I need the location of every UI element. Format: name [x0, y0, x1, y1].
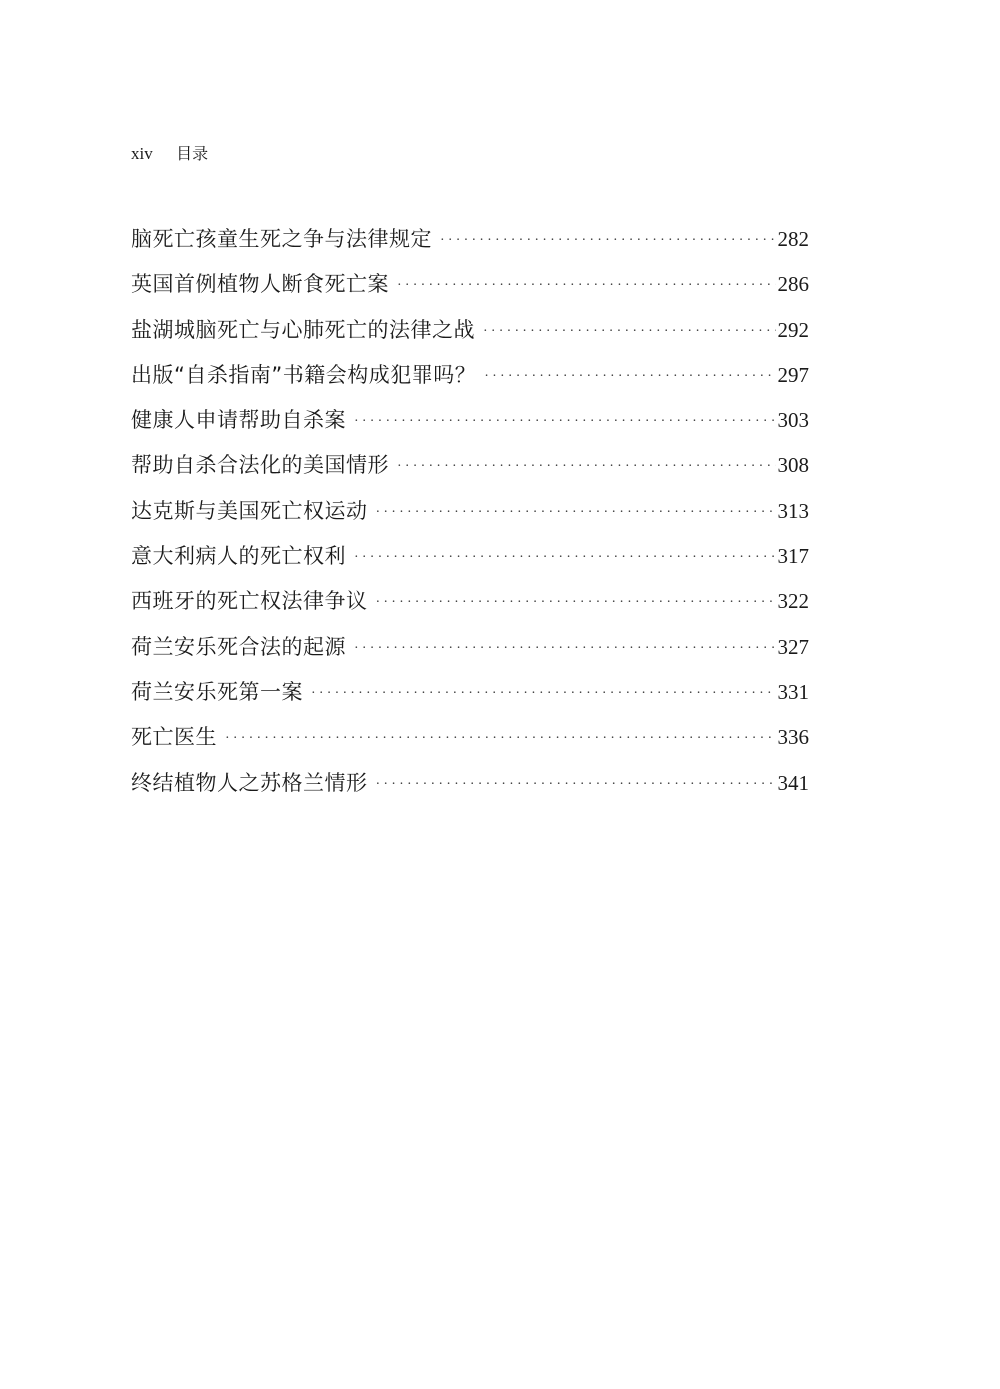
- toc-entry-title: 英国首例植物人断食死亡案: [131, 272, 389, 297]
- toc-entry-page: 313: [777, 498, 809, 523]
- toc-entry[interactable]: [131, 401, 809, 446]
- dot-leader: [354, 539, 776, 577]
- running-header: [131, 143, 208, 165]
- toc-entry-page: 327: [777, 634, 809, 659]
- toc-entry-title: 出版“自杀指南”书籍会构成犯罪吗？: [131, 362, 477, 387]
- toc-entry-title: 盐湖城脑死亡与心肺死亡的法律之战: [131, 317, 475, 342]
- dot-leader: [483, 313, 776, 351]
- dot-leader: [484, 358, 775, 396]
- toc-entry-page: 303: [777, 408, 809, 433]
- toc-entry[interactable]: [131, 764, 809, 809]
- toc-entry-title: 西班牙的死亡权法律争议: [131, 589, 368, 614]
- toc-entry-page: 286: [777, 272, 809, 297]
- dot-leader: [440, 222, 776, 260]
- toc-entry-title: 帮助自杀合法化的美国情形: [131, 453, 389, 478]
- toc-entry[interactable]: [131, 265, 809, 310]
- toc-entry-title: 荷兰安乐死第一案: [131, 679, 303, 704]
- toc-entry-page: 322: [777, 589, 809, 614]
- toc-entry[interactable]: [131, 718, 809, 763]
- header-section-title: 目录: [176, 144, 209, 163]
- toc-entry[interactable]: [131, 220, 809, 265]
- toc-entry[interactable]: [131, 537, 809, 582]
- toc-entry[interactable]: [131, 582, 809, 627]
- dot-leader: [397, 448, 776, 486]
- toc-entry-title: 终结植物人之苏格兰情形: [131, 770, 368, 795]
- toc-entry[interactable]: [131, 446, 809, 491]
- toc-entry-title: 达克斯与美国死亡权运动: [131, 498, 368, 523]
- toc-entry-title: 健康人申请帮助自杀案: [131, 408, 346, 433]
- toc-entry[interactable]: [131, 628, 809, 673]
- dot-leader: [225, 720, 776, 758]
- dot-leader: [376, 494, 776, 532]
- table-of-contents: [131, 220, 809, 809]
- toc-entry[interactable]: [131, 356, 809, 401]
- toc-entry-title: 脑死亡孩童生死之争与法律规定: [131, 227, 432, 251]
- toc-entry-page: 341: [777, 770, 809, 795]
- toc-entry[interactable]: [131, 492, 809, 537]
- toc-entry-page: 331: [777, 679, 809, 704]
- dot-leader: [354, 630, 776, 668]
- toc-entry-page: 297: [777, 362, 809, 387]
- dot-leader: [376, 584, 776, 622]
- header-page-number: xiv: [131, 144, 153, 163]
- toc-entry[interactable]: [131, 673, 809, 718]
- dot-leader: [376, 766, 776, 804]
- toc-entry-title: 死亡医生: [131, 725, 217, 750]
- toc-entry-page: 336: [777, 725, 809, 750]
- toc-entry-title: 意大利病人的死亡权利: [131, 544, 346, 569]
- toc-entry-page: 317: [777, 544, 809, 569]
- toc-entry-page: 282: [777, 227, 809, 251]
- toc-entry[interactable]: [131, 311, 809, 356]
- toc-entry-page: 292: [777, 317, 809, 342]
- dot-leader: [354, 403, 776, 441]
- toc-entry-title: 荷兰安乐死合法的起源: [131, 634, 346, 659]
- toc-entry-page: 308: [777, 453, 809, 478]
- dot-leader: [311, 675, 776, 713]
- dot-leader: [397, 267, 776, 305]
